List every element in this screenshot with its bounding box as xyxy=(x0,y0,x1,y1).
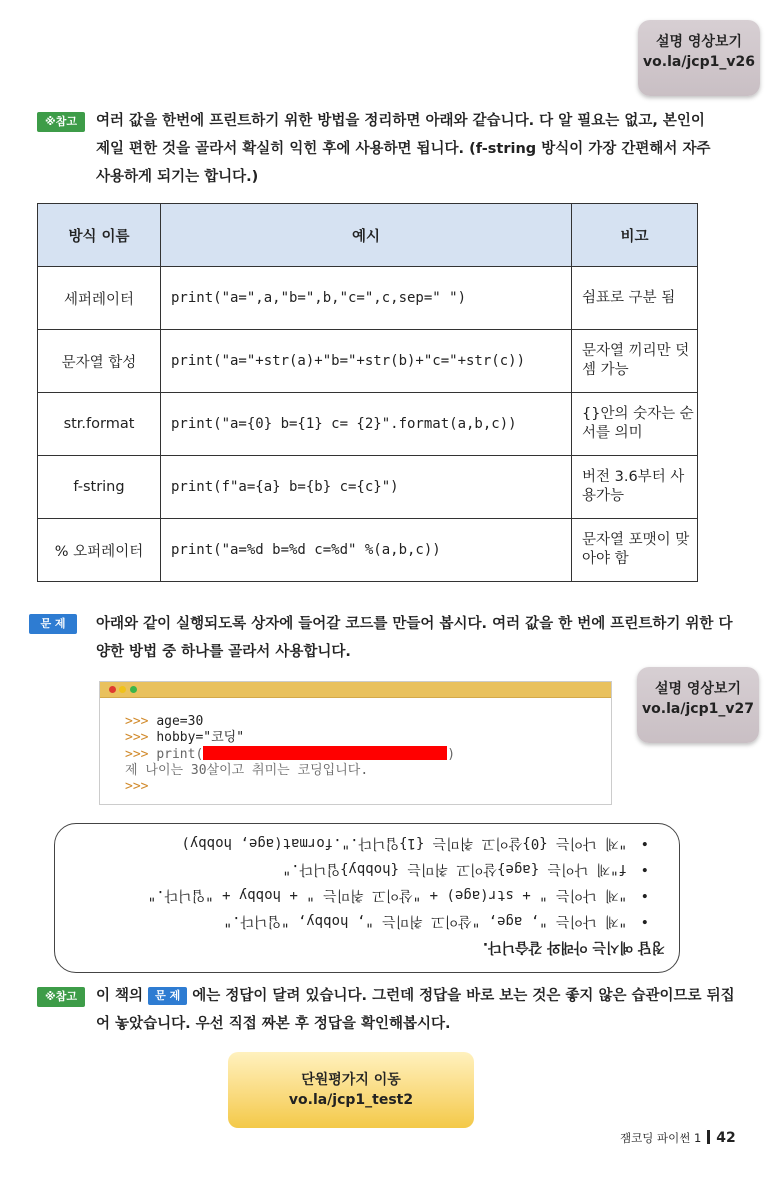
console-code: hobby="코딩" xyxy=(156,730,245,745)
example-cell: print(f"a={a} b={b} c={c}") xyxy=(161,456,572,519)
console-title-bar xyxy=(100,682,611,698)
video-link-button-v27[interactable] xyxy=(637,667,759,743)
list-item: • "제 나이는 ", age, "살이고 취미는 ", hobby, "입니다." xyxy=(55,908,649,934)
close-dot-icon xyxy=(109,686,116,693)
answer-box xyxy=(54,823,680,973)
method-name-cell: str.format xyxy=(38,393,161,456)
note-tag: ※참고 xyxy=(37,987,85,1007)
table-header-row xyxy=(38,204,698,267)
note-text-end: 에는 정답이 달려 있습니다. 그런데 정답을 바로 보는 것은 좋지 않은 습관이므로 뒤집어 놓았습니다. 우선 직접 짜본 후 정답을 확인해봅시다. xyxy=(96,988,735,1032)
page-footer xyxy=(620,1130,736,1146)
console-line xyxy=(125,730,611,746)
console-output: 제 나이는 30살이고 취미는 코딩입니다. xyxy=(125,763,369,778)
footer-divider xyxy=(707,1130,710,1144)
note-paragraph xyxy=(96,982,736,1038)
console-line xyxy=(125,746,611,763)
table-row xyxy=(38,267,698,330)
example-cell: print("a={0} b={1} c= {2}".format(a,b,c)) xyxy=(161,393,572,456)
table-row xyxy=(38,393,698,456)
console-code: age=30 xyxy=(156,714,204,729)
console-code: ) xyxy=(447,747,456,762)
answer-hint: 정답 예시는 아래와 같습니다. xyxy=(482,939,665,955)
video-link-label: 설명 영상보기 xyxy=(655,34,743,50)
note-text-start: 이 책의 xyxy=(96,988,144,1004)
method-name-cell: 문자열 합성 xyxy=(38,330,161,393)
unit-test-url: vo.la/jcp1_test2 xyxy=(288,1092,414,1108)
prompt: >>> xyxy=(125,747,149,762)
note-cell: 문자열 포맷이 맞아야 함 xyxy=(572,519,698,582)
note-cell: 문자열 끼리만 덧셈 가능 xyxy=(572,330,698,393)
header-method-name: 방식 이름 xyxy=(38,204,161,267)
table-row xyxy=(38,456,698,519)
console-line xyxy=(125,714,611,730)
video-link-button-v26[interactable] xyxy=(638,20,760,96)
print-methods-table xyxy=(37,203,698,582)
page-number: 42 xyxy=(716,1130,736,1146)
note-cell: 버전 3.6부터 사용가능 xyxy=(572,456,698,519)
method-name-cell: 세퍼레이터 xyxy=(38,267,161,330)
book-title: 잼코딩 파이썬 1 xyxy=(620,1131,702,1145)
header-example: 예시 xyxy=(161,204,572,267)
table-row xyxy=(38,519,698,582)
example-cell: print("a="+str(a)+"b="+str(b)+"c="+str(c)) xyxy=(161,330,572,393)
problem-tag: 문 제 xyxy=(29,614,77,634)
note-tag: ※참고 xyxy=(37,112,85,132)
console-lines xyxy=(100,698,611,795)
video-link-url: vo.la/jcp1_v26 xyxy=(643,54,755,70)
problem-tag-inline: 문 제 xyxy=(148,987,187,1005)
video-link-label: 설명 영상보기 xyxy=(654,681,742,697)
example-cell: print("a=%d b=%d c=%d" %(a,b,c)) xyxy=(161,519,572,582)
header-note: 비고 xyxy=(572,204,698,267)
list-item: • "제 나이는 {0}살이고 취미는 {1}입니다.".format(age, hobby) xyxy=(55,830,649,856)
video-link-url: vo.la/jcp1_v27 xyxy=(642,701,754,717)
intro-paragraph: 여러 값을 한번에 프린트하기 위한 방법을 정리하면 아래와 같습니다. 다 알 필요는 없고, 본인이 제일 편한 것을 골라서 확실히 익힌 후에 사용하면 됩니다. (f-string 방식이 가장 간편해서 자주 사용하게 되기는 합니다.) xyxy=(96,113,711,185)
note-cell: 쉼표로 구분 됨 xyxy=(572,267,698,330)
unit-test-button[interactable] xyxy=(228,1052,474,1128)
table-row xyxy=(38,330,698,393)
answer-blank-box xyxy=(203,746,447,760)
list-item: • f"제 나이는 {age}살이고 취미는 {hobby}입니다." xyxy=(55,856,649,882)
unit-test-label: 단원평가지 이동 xyxy=(301,1072,401,1088)
minimize-dot-icon xyxy=(119,686,126,693)
maximize-dot-icon xyxy=(130,686,137,693)
method-name-cell: % 오퍼레이터 xyxy=(38,519,161,582)
console-code: print( xyxy=(156,747,204,762)
answer-list xyxy=(55,830,665,934)
prompt: >>> xyxy=(125,714,149,729)
problem-paragraph: 아래와 같이 실행되도록 상자에 들어갈 코드를 만들어 봅시다. 여러 값을 한 번에 프린트하기 위한 다양한 방법 중 하나를 골라서 사용합니다. xyxy=(96,616,733,660)
python-console xyxy=(99,681,612,805)
list-item: • "제 나이는 " + str(age) + "살이고 취미는 " + hobby + "입니다." xyxy=(55,882,649,908)
example-cell: print("a=",a,"b=",b,"c=",c,sep=" ") xyxy=(161,267,572,330)
method-name-cell: f-string xyxy=(38,456,161,519)
flipped-answer xyxy=(55,824,679,972)
note-cell: {}안의 숫자는 순서를 의미 xyxy=(572,393,698,456)
prompt: >>> xyxy=(125,779,149,794)
prompt: >>> xyxy=(125,730,149,745)
